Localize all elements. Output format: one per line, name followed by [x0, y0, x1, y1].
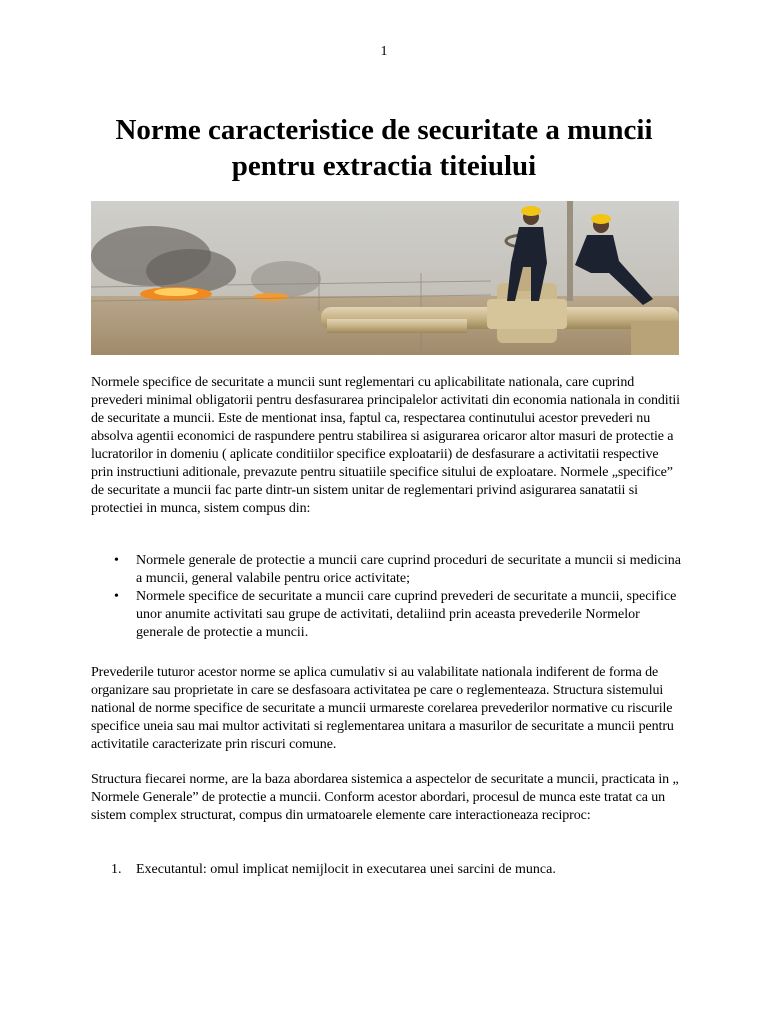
- intro-paragraph: Normele specifice de securitate a muncii sunt reglementari cu aplicabilitate nationala, care cuprind prevederi minimal obligatorii pentru desfasurarea principalelor activitati din economia nationala in conditii de securitate a muncii. Este de mentionat insa, faptul ca, respectarea continutului acestor prevederi nu absolva agentii economici de raspundere pentru stabilirea si asigurarea oricaror altor masuri de protectie a lucratorilor in domeniu ( aplicate conditiilor specifice exploatarii) de desfasurare a activitatii respective prin instructiuni aditionale, prevazute pentru situatiile specifice sitului de exploatare. Normele „specifice” de securitate a muncii fac parte dintr-un sistem unitar de reglementari privind asigurarea sanatatii si protectiei in munca, sistem compus din:: [91, 375, 680, 516]
- cumulative-paragraph: Prevederile tuturor acestor norme se aplica cumulativ si au valabilitate nationala indiferent de forma de organizare sau proprietate in care se desfasoara activitatea pe care o reglementeaza. Structura sistemului national de norme specifice de securitate a muncii urmareste corelarea prevederilor normative cu riscurile specifice uneia sau mai multor activitati si reglementarea unitara a masurilor de securitate a muncii pentru activitatile caracterizate prin riscuri comune.: [91, 665, 674, 752]
- page-number: 1: [380, 44, 388, 59]
- list-item: [91, 588, 681, 642]
- oilfield-workers-photo: [91, 201, 679, 355]
- norms-bullet-list: [91, 552, 681, 642]
- document-title: Norme caracteristice de securitate a muncii pentru extractia titeiului: [115, 114, 653, 182]
- list-item: [91, 552, 681, 588]
- structure-paragraph: Structura fiecarei norme, are la baza abordarea sistemica a aspectelor de securitate a muncii, practicata in „ Normele Generale” de protectie a muncii. Conform acestor abordari, procesul de munca este tratat ca un sistem complex structurat, compus din urmatoarele elemente care interactioneaza reciproc:: [91, 772, 679, 823]
- bullet-glyph: •: [114, 589, 119, 604]
- bullet-glyph: •: [114, 553, 119, 568]
- list-item-number: 1.: [111, 862, 122, 877]
- list-item-text: Normele generale de protectie a muncii care cuprind proceduri de securitate a muncii si medicina a muncii, general valabile pentru orice activitate;: [136, 553, 681, 586]
- list-item: [91, 861, 681, 879]
- numbered-list: [91, 861, 681, 879]
- list-item-text: Normele specifice de securitate a muncii care cuprind prevederi de securitate a muncii, specifice unor anumite activitati sau grupe de activitati, detaliind prin aceasta prevederile Normelor generale de protectie a muncii.: [136, 589, 677, 640]
- list-item-text: Executantul: omul implicat nemijlocit in executarea unei sarcini de munca.: [136, 862, 556, 877]
